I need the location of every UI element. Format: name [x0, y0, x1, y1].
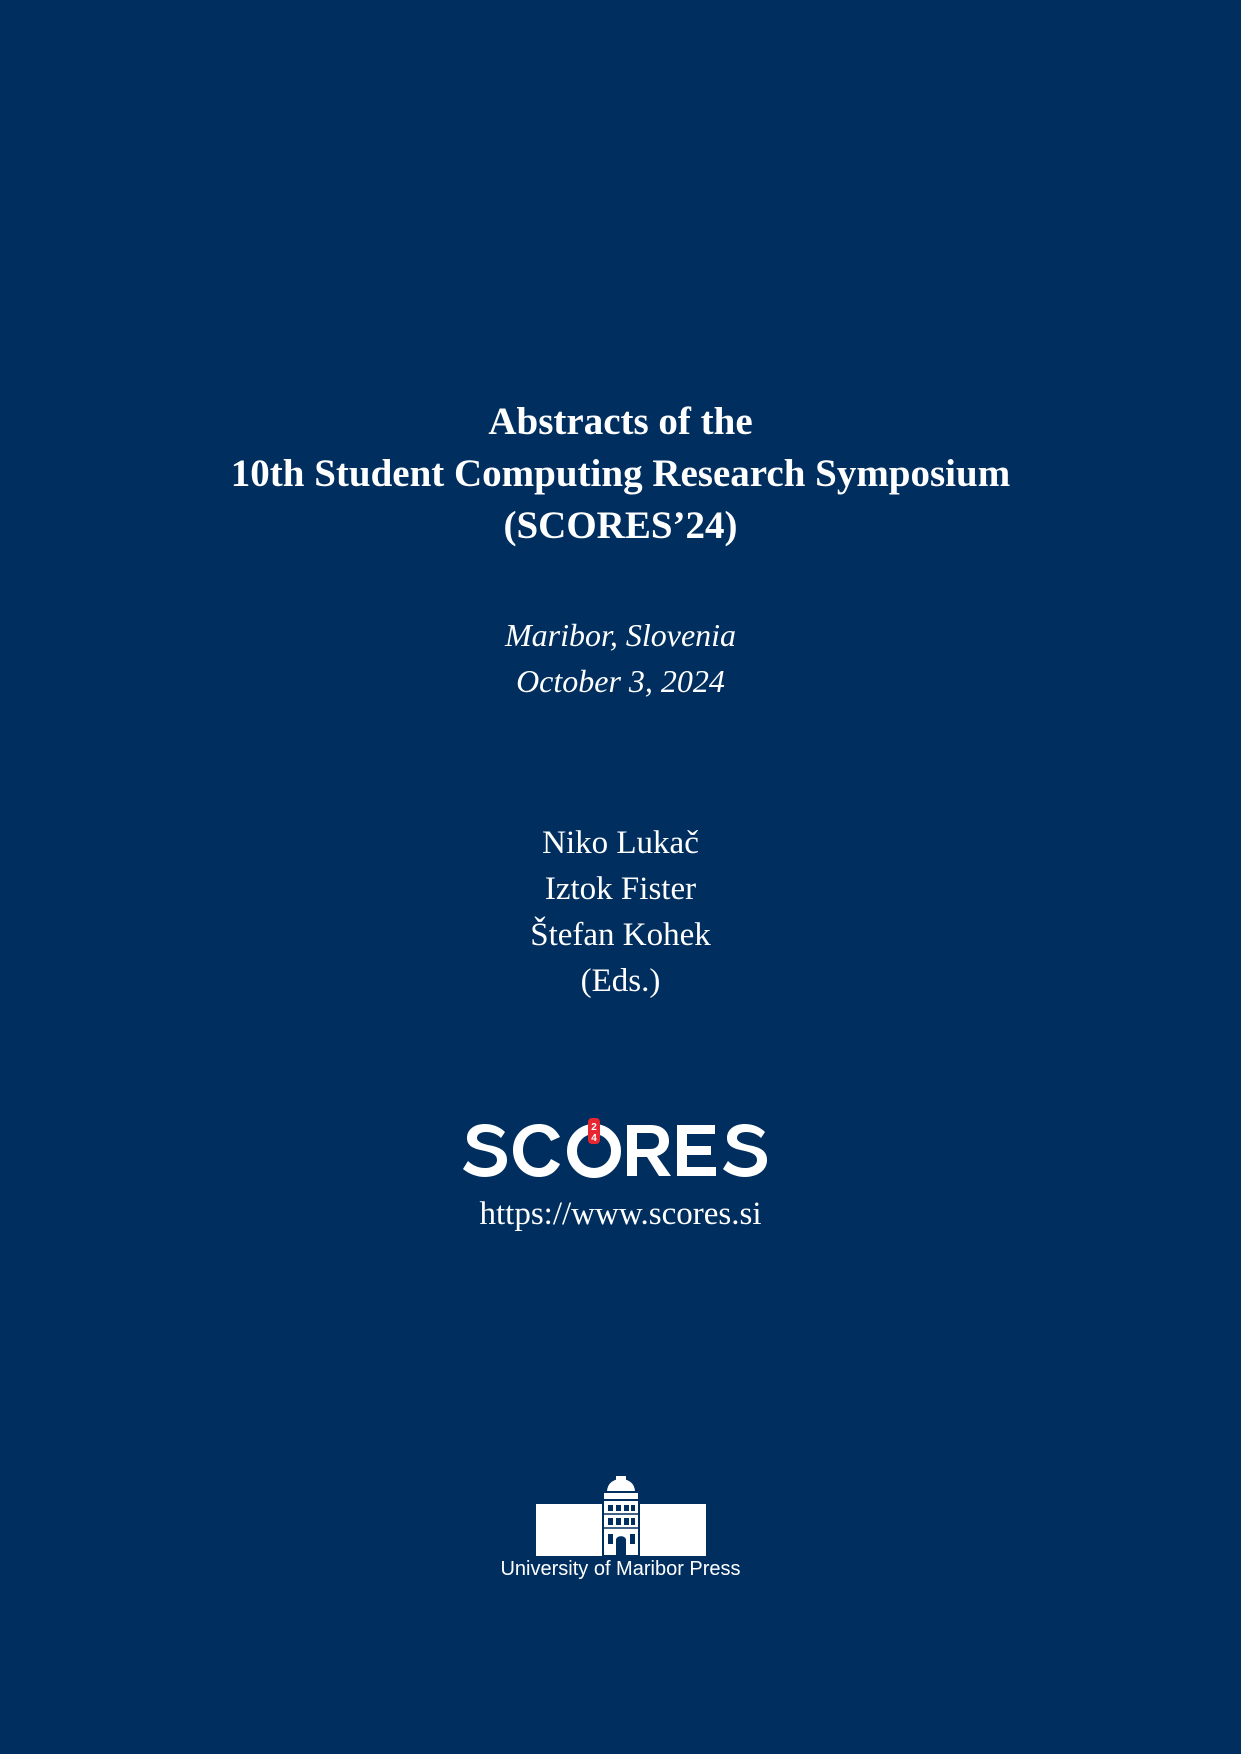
publisher-logo: [0, 1476, 1241, 1556]
website-url: https://www.scores.si: [479, 1196, 762, 1232]
event-info: [0, 612, 1241, 704]
scores-logo: [0, 1118, 1241, 1182]
university-building-icon: [536, 1476, 706, 1556]
editor-name: Niko Lukač: [542, 825, 699, 861]
editor-name: Iztok Fister: [544, 871, 697, 907]
svg-text:2: 2: [590, 1122, 597, 1133]
event-location: Maribor, Slovenia: [504, 617, 737, 653]
editors-note: (Eds.): [580, 963, 661, 999]
publisher-name: University of Maribor Press: [500, 1558, 741, 1580]
scores-logo-icon: [461, 1118, 781, 1182]
editor-name: Štefan Kohek: [530, 917, 711, 953]
title-line-1: Abstracts of the: [488, 400, 753, 443]
svg-text:4: 4: [590, 1133, 597, 1144]
book-title: [0, 396, 1241, 552]
event-date: October 3, 2024: [516, 663, 725, 699]
title-line-2: 10th Student Computing Research Symposium: [230, 452, 1011, 495]
editors-block: [0, 820, 1241, 1004]
title-line-3: (SCORES’24): [503, 504, 738, 547]
